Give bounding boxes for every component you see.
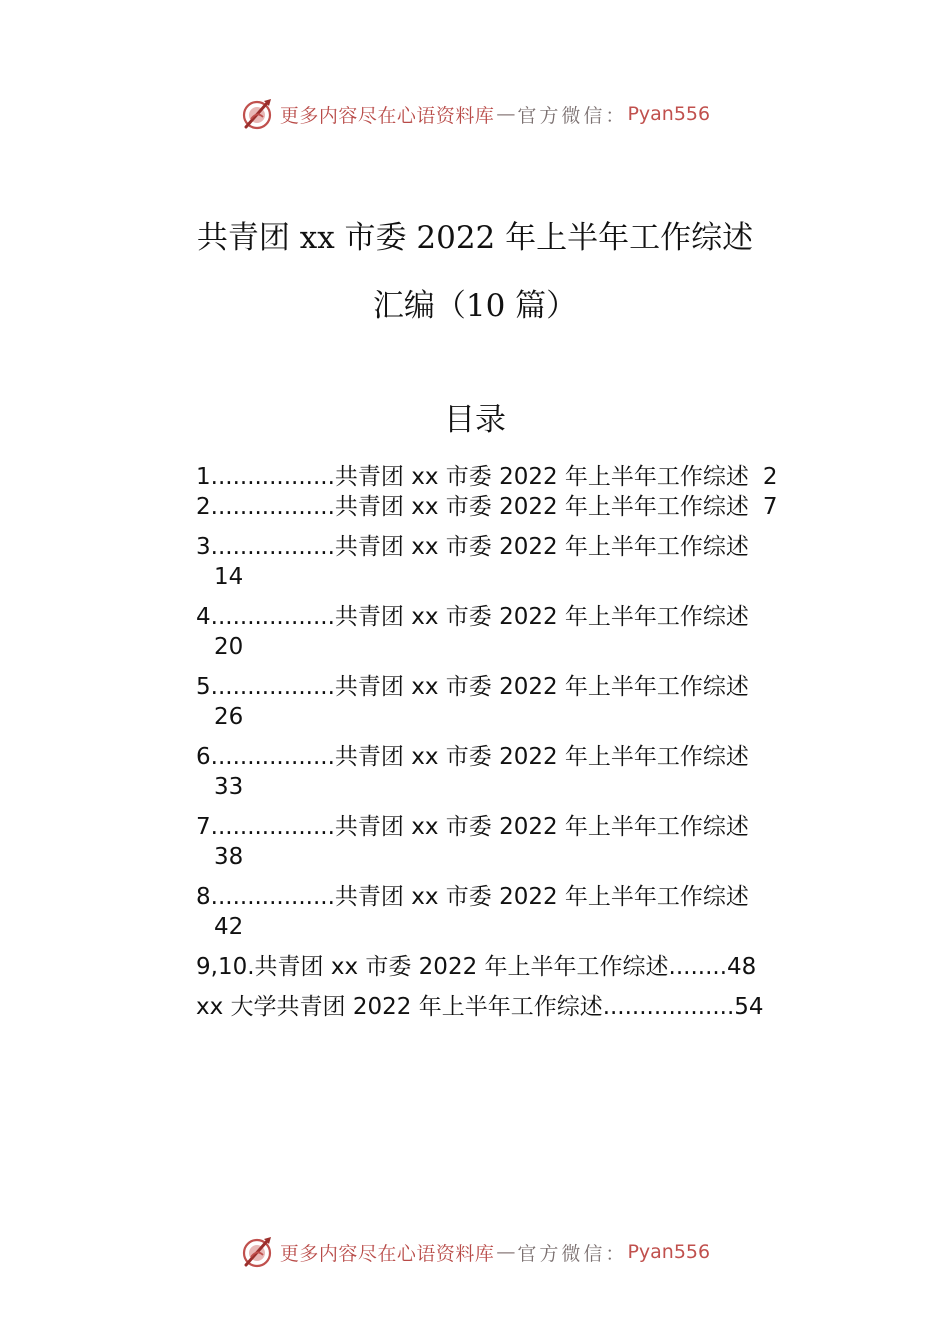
banner-official-label: 官方微信： bbox=[517, 1242, 628, 1265]
toc-entry[interactable] bbox=[196, 602, 846, 662]
toc-entry-label: 3.................共青团 xx 市委 2022 年上半年工作综述 bbox=[196, 534, 749, 560]
toc-entry[interactable] bbox=[196, 532, 846, 592]
toc-entry[interactable] bbox=[196, 672, 846, 732]
toc-entry[interactable] bbox=[196, 882, 846, 942]
toc-heading: 目录 bbox=[444, 402, 506, 438]
document-title-line1: 共青团 xx 市委 2022 年上半年工作综述 bbox=[196, 220, 754, 256]
toc-entry-label: 4.................共青团 xx 市委 2022 年上半年工作综述 bbox=[196, 604, 749, 630]
toc-entry-page: 33 bbox=[214, 774, 244, 800]
quill-seal-icon bbox=[240, 1235, 274, 1269]
toc-entry-label: 9,10.共青团 xx 市委 2022 年上半年工作综述........48 bbox=[196, 954, 757, 980]
toc-entry[interactable] bbox=[196, 952, 846, 982]
toc-entry-label: 7.................共青团 xx 市委 2022 年上半年工作综述 bbox=[196, 814, 749, 840]
toc-entry[interactable] bbox=[196, 812, 846, 872]
toc-entry[interactable] bbox=[196, 462, 846, 492]
toc-entry-page: 2 bbox=[762, 464, 778, 490]
banner-separator: — bbox=[496, 1241, 516, 1263]
banner-wechat-id: Pyan556 bbox=[627, 103, 711, 125]
toc-entry-label: 2.................共青团 xx 市委 2022 年上半年工作综述 bbox=[196, 494, 749, 520]
toc-entry[interactable] bbox=[196, 992, 846, 1022]
document-title-line2: 汇编（10 篇） bbox=[372, 288, 578, 324]
banner-wechat-id: Pyan556 bbox=[627, 1241, 711, 1263]
toc-entry-page: 26 bbox=[214, 704, 244, 730]
toc-entry-label: 8.................共青团 xx 市委 2022 年上半年工作综述 bbox=[196, 884, 749, 910]
toc-entry-label: xx 大学共青团 2022 年上半年工作综述..................54 bbox=[196, 994, 764, 1020]
banner-text: 更多内容尽在心语资料库 bbox=[279, 1242, 495, 1265]
toc-entry-label: 6.................共青团 xx 市委 2022 年上半年工作综述 bbox=[196, 744, 749, 770]
banner-text: 更多内容尽在心语资料库 bbox=[279, 104, 495, 127]
banner-separator: — bbox=[496, 103, 516, 125]
toc-entry-label: 5.................共青团 xx 市委 2022 年上半年工作综述 bbox=[196, 674, 749, 700]
toc-entry-label: 1.................共青团 xx 市委 2022 年上半年工作综述 bbox=[196, 464, 749, 490]
toc-entry-page: 14 bbox=[214, 564, 244, 590]
header-banner bbox=[0, 94, 950, 134]
table-of-contents bbox=[196, 462, 846, 1022]
toc-entry[interactable] bbox=[196, 492, 846, 522]
toc-entry-page: 7 bbox=[762, 494, 778, 520]
quill-seal-icon bbox=[240, 97, 274, 131]
toc-entry-page: 20 bbox=[214, 634, 244, 660]
toc-entry[interactable] bbox=[196, 742, 846, 802]
toc-entry-page: 38 bbox=[214, 844, 244, 870]
banner-official-label: 官方微信： bbox=[517, 104, 628, 127]
toc-entry-page: 42 bbox=[214, 914, 244, 940]
footer-banner bbox=[0, 1232, 950, 1272]
